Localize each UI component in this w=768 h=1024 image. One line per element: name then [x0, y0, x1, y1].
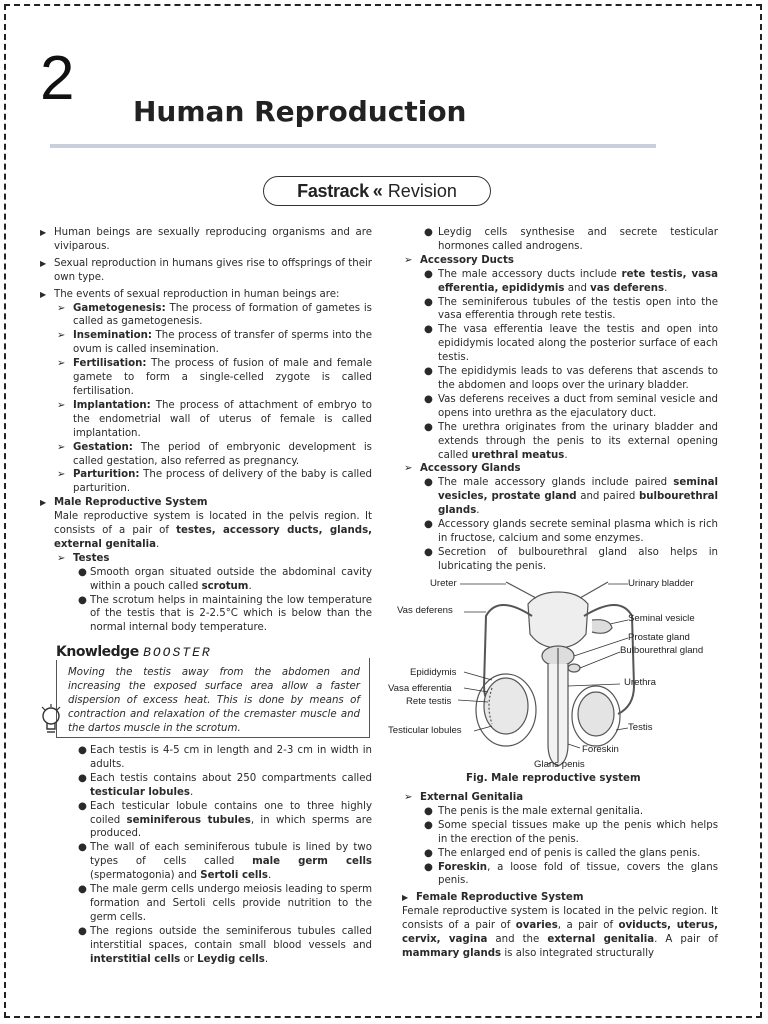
right-column-cont: [402, 791, 718, 961]
revision-word: Revision: [387, 180, 457, 201]
label-epididymis: Epididymis: [410, 667, 457, 678]
subsection-heading: ➢ Accessory Ducts: [404, 254, 514, 266]
section-heading: ▶ Male Reproductive System: [40, 497, 208, 509]
list-item: ● Each testis is 4-5 cm in length and 2-3 cm in width in adults.: [78, 745, 372, 770]
chapter-number: 2: [40, 44, 75, 113]
list-item: ● Leydig cells synthesise and secrete testicular hormones called androgens.: [424, 227, 718, 252]
label-urethra: Urethra: [624, 677, 656, 688]
list-item: ● Each testicular lobule contains one to three highly coiled seminiferous tubules, in which sperms are produced.: [78, 800, 373, 840]
list-item: ● The penis is the male external genitalia.: [424, 805, 644, 817]
label-ureter: Ureter: [430, 578, 457, 589]
revision-banner: Fastrack « Revision: [263, 176, 491, 206]
right-column: [402, 226, 718, 574]
list-item: ● Vas deferens receives a duct from seminal vesicle and opens into urethra as the ejaculatory duct.: [424, 393, 718, 419]
list-item: ➢ Insemination: The process of transfer of sperms into the ovum is called insemination.: [57, 330, 372, 356]
brand-name: Fastrack: [297, 180, 369, 201]
label-bulbourethral-gland: Bulbourethral gland: [620, 645, 704, 656]
list-item: ● The wall of each seminiferous tubule is lined by two types of cells called male germ cells (spermatogonia) and Sertoli cells.: [78, 842, 372, 882]
section-heading: ▶ Female Reproductive System: [402, 892, 584, 904]
list-item: ● Each testis contains about 250 compartments called testicular lobules.: [78, 772, 372, 798]
label-foreskin: Foreskin: [582, 744, 619, 755]
list-item: ● Accessory glands secrete seminal plasma which is rich in fructose, calcium and some enzymes.: [424, 519, 718, 544]
knowledge-booster-title: Knowledge BOOSTER: [56, 644, 216, 660]
label-testis: Testis: [628, 722, 653, 733]
list-item: ● The vasa efferentia leave the testis and open into epididymis located along the posterior surface of each testis.: [424, 324, 718, 364]
label-glans-penis: Glans penis: [534, 759, 585, 770]
list-item: ● Foreskin, a loose fold of tissue, covers the glans penis.: [424, 861, 718, 887]
label-seminal-vesicle: Seminal vesicle: [628, 613, 695, 624]
list-item: ● Secretion of bulbourethral gland also helps in lubricating the penis.: [424, 546, 718, 572]
subsection-heading: ➢ Testes: [57, 552, 110, 564]
paragraph: Female reproductive system is located in the pelvic region. It consists of a pair of ovaries, a pair of oviducts, uterus, cervix, vagina and the external genitalia. A pair of mammary glands is also integrated structurally: [402, 906, 719, 959]
list-item: ● Some special tissues make up the penis which helps in the erection of the penis.: [424, 819, 718, 845]
list-item: ● Smooth organ situated outside the abdominal cavity within a pouch called scrotum.: [78, 566, 372, 592]
list-item: ● The male accessory ducts include rete testis, vasa efferentia, epididymis and vas deferens.: [424, 268, 718, 294]
figure-caption: Fig. Male reproductive system: [466, 773, 641, 784]
left-column: [40, 226, 372, 635]
list-item: ● The enlarged end of penis is called the glans penis.: [424, 847, 701, 859]
list-item: ➢ Implantation: The process of attachment of embryo to the endometrial wall of uterus of female is called implantation.: [57, 399, 372, 439]
label-urinary-bladder: Urinary bladder: [628, 578, 694, 589]
label-rete-testis: Rete testis: [406, 696, 452, 707]
list-item: ● The urethra originates from the urinary bladder and extends through the penis to its external opening called urethral meatus.: [424, 421, 718, 461]
label-vas-deferens: Vas deferens: [397, 605, 453, 616]
label-prostate-gland: Prostate gland: [628, 632, 690, 643]
list-item: ▶ Sexual reproduction in humans gives rise to offsprings of their own type.: [40, 257, 372, 283]
list-item: ▶ The events of sexual reproduction in human beings are:: [40, 288, 340, 300]
list-item: ● The epididymis leads to vas deferens that ascends to the abdomen and loops over the urinary bladder.: [424, 366, 718, 391]
knowledge-booster: [56, 644, 372, 738]
title-rule: [50, 144, 656, 148]
lightbulb-icon: [40, 704, 62, 738]
knowledge-booster-text: Moving the testis away from the abdomen and increasing the exposed surface area allow a faster dispersion of excess heat. This is done by means of contraction and relaxation of the cremaster muscle and the dartos muscle in the scrotum.: [68, 667, 360, 734]
subsection-heading: ➢ External Genitalia: [404, 792, 524, 803]
list-item: ➢ Gestation: The period of embryonic development is called gestation, also referred as pregnancy.: [57, 441, 372, 467]
left-column-cont: [40, 744, 372, 967]
label-testicular-lobules: Testicular lobules: [388, 725, 462, 736]
list-item: ● The seminiferous tubules of the testis open into the vasa efferentia through rete testis.: [424, 296, 718, 322]
list-item: ▶ Human beings are sexually reproducing organisms and are viviparous.: [40, 227, 372, 252]
list-item: ➢ Fertilisation: The process of fusion of male and female gamete to form a single-celled zygote is called fertilisation.: [57, 358, 372, 397]
list-item: ● The male germ cells undergo meiosis leading to sperm formation and Sertoli cells provide nutrition to the germ cells.: [78, 884, 372, 923]
chapter-title: Human Reproduction: [133, 95, 467, 128]
subsection-heading: ➢ Accessory Glands: [404, 463, 521, 475]
list-item: ● The scrotum helps in maintaining the low temperature of the testis that is 2-2.5°C which is below than the normal internal body temperature.: [78, 594, 372, 634]
list-item: ➢ Gametogenesis: The process of formation of gametes is called as gametogenesis.: [57, 302, 372, 328]
list-item: ➢ Parturition: The process of delivery of the baby is called parturition.: [57, 469, 372, 495]
list-item: ● The male accessory glands include paired seminal vesicles, prostate gland and paired bulbourethral glands.: [424, 477, 718, 517]
list-item: ● The regions outside the seminiferous tubules called interstitial spaces, contain small blood vessels and interstitial cells or Leydig cells.: [78, 925, 372, 965]
paragraph: Male reproductive system is located in the pelvis region. It consists of a pair of testes, accessory ducts, glands, external genitalia.: [54, 511, 373, 550]
label-vasa-efferentia: Vasa efferentia: [388, 683, 452, 694]
